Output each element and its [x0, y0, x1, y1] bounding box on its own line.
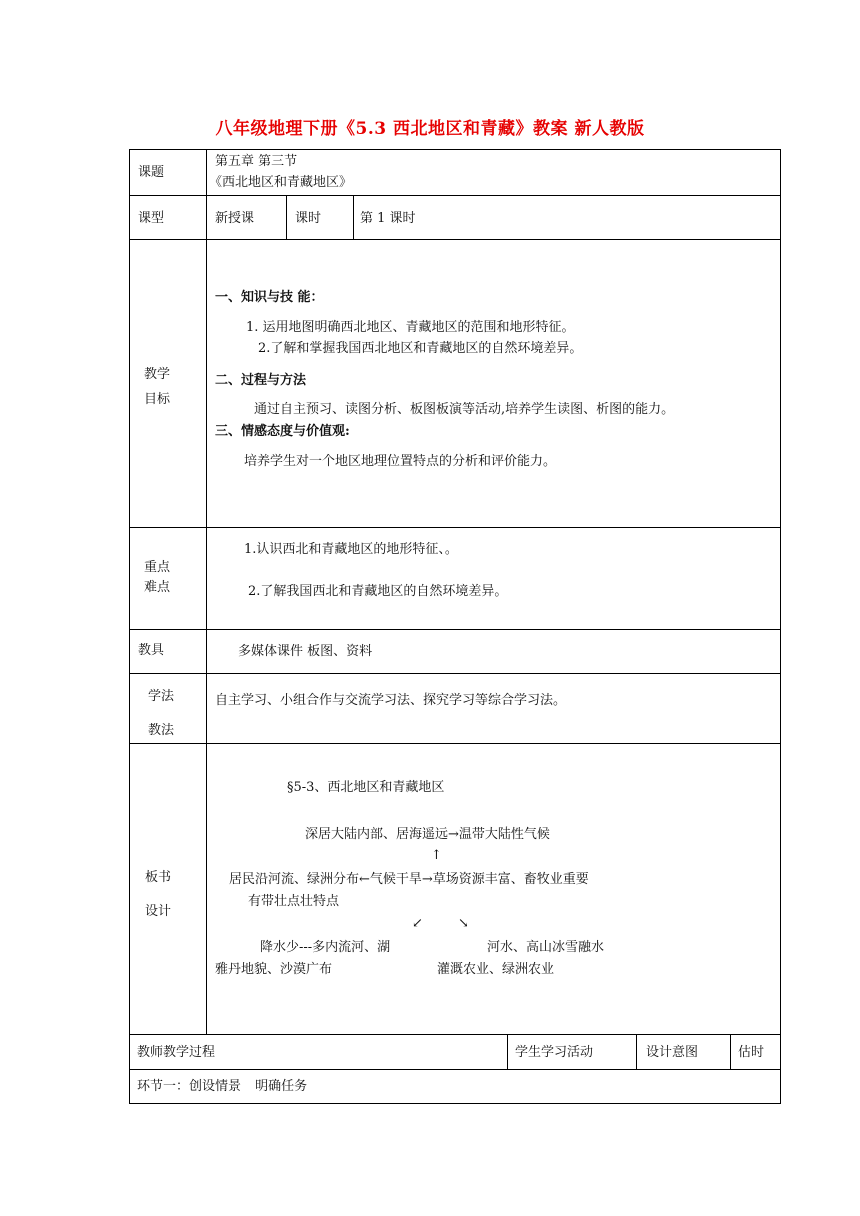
- hours-value: 第 1 课时: [360, 211, 416, 226]
- goal-knowledge-item-1: 1. 运用地图明确西北地区、青藏地区的范围和地形特征。: [246, 320, 575, 335]
- goal-heading-process: 二、过程与方法: [215, 373, 307, 388]
- key-item-1: 1.认识西北和青藏地区的地形特征、。: [244, 542, 458, 557]
- goal-knowledge-item-2: 2.了解和掌握我国西北地区和青藏地区的自然环境差异。: [258, 341, 583, 356]
- board-label-2: 设计: [145, 904, 172, 919]
- board-line-1: 深居大陆内部、居海遥远→温带大陆性气候: [305, 827, 550, 842]
- board-arrow-up: ↑: [431, 848, 442, 863]
- goals-label-1: 教学: [144, 367, 171, 382]
- topic-label: 课题: [138, 165, 165, 180]
- goal-heading-attitude: 三、情感态度与价值观:: [215, 424, 350, 439]
- board-line-3: 有带壮点壮特点: [248, 894, 340, 909]
- board-line-2: 居民沿河流、绿洲分布←气候干旱→草场资源丰富、畜牧业重要: [229, 872, 589, 887]
- stage-1-text: 环节一：创设情景 明确任务: [137, 1079, 308, 1094]
- topic-title: 《西北地区和青藏地区》: [209, 175, 353, 190]
- process-intent-header: 设计意图: [646, 1045, 699, 1060]
- topic-chapter: 第五章 第三节: [215, 154, 298, 169]
- board-arrow-down-right: ↘: [458, 916, 469, 931]
- goals-label-2: 目标: [144, 392, 171, 407]
- tools-value: 多媒体课件 板图、资料: [238, 644, 373, 659]
- goal-process-text: 通过自主预习、读图分析、板图板演等活动,培养学生读图、析图的能力。: [254, 402, 675, 417]
- key-label-1: 重点: [144, 560, 171, 575]
- goal-heading-knowledge: 一、知识与技 能：: [215, 290, 324, 305]
- document-title: 八年级地理下册《5.3 西北地区和青藏》教案 新人教版: [215, 119, 645, 139]
- board-arrow-down-left: ↙: [412, 916, 423, 931]
- methods-label-2: 教法: [148, 723, 175, 738]
- board-line-4-left: 降水少---多内流河、湖: [260, 940, 391, 955]
- hours-label: 课时: [295, 211, 322, 226]
- board-heading: §5-3、西北地区和青藏地区: [287, 780, 445, 795]
- type-value: 新授课: [215, 211, 255, 226]
- process-teacher-header: 教师教学过程: [137, 1045, 216, 1060]
- process-student-header: 学生学习活动: [515, 1045, 594, 1060]
- goal-attitude-text: 培养学生对一个地区地理位置特点的分析和评价能力。: [244, 454, 557, 469]
- key-item-2: 2.了解我国西北和青藏地区的自然环境差异。: [248, 584, 508, 599]
- board-line-4-right: 河水、高山冰雪融水: [487, 940, 605, 955]
- methods-label-1: 学法: [148, 689, 175, 704]
- tools-label: 教具: [138, 643, 165, 658]
- process-time-header: 估时: [738, 1045, 765, 1060]
- board-label-1: 板书: [145, 870, 172, 885]
- board-line-5-left: 雅丹地貌、沙漠广布: [215, 962, 333, 977]
- board-line-5-right: 灌溉农业、绿洲农业: [437, 962, 555, 977]
- type-label: 课型: [138, 211, 165, 226]
- methods-value: 自主学习、小组合作与交流学习法、探究学习等综合学习法。: [215, 693, 567, 708]
- key-label-2: 难点: [144, 580, 171, 595]
